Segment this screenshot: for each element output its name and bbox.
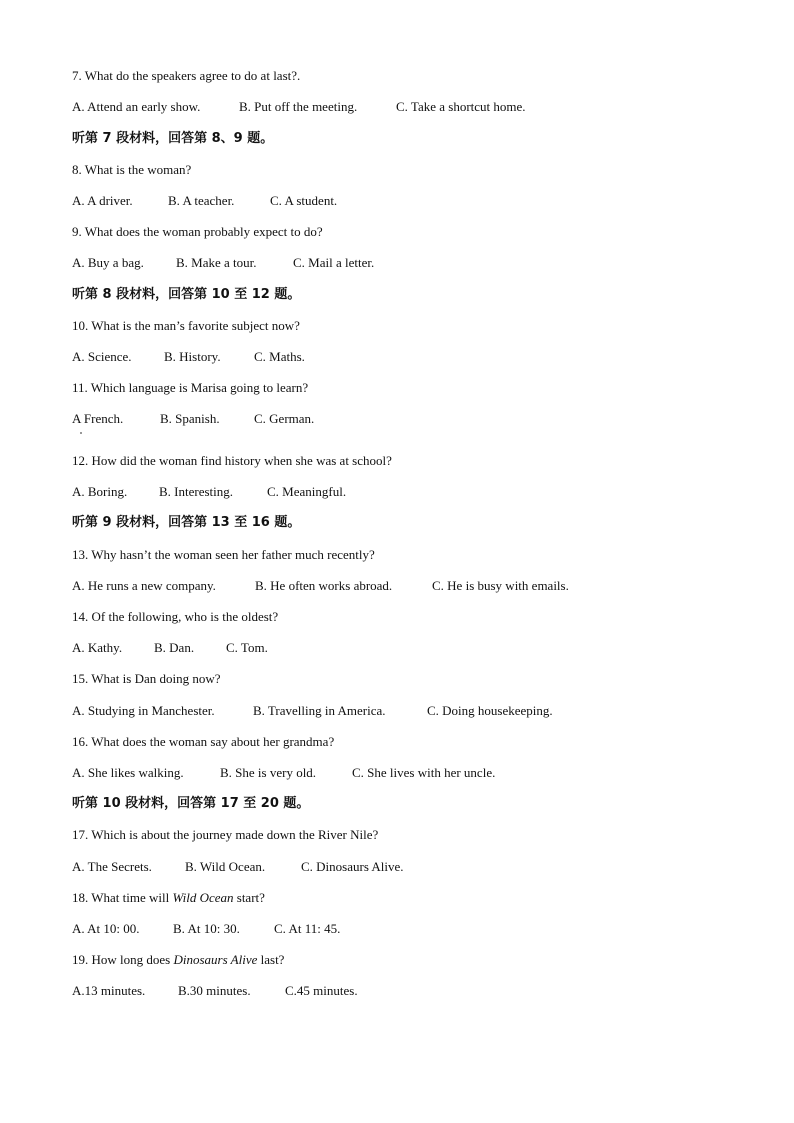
option-8a: A. A driver. — [72, 193, 133, 208]
option-14a: A. Kathy. — [72, 640, 123, 655]
options-18 — [72, 921, 340, 937]
option-10c: C. Maths. — [254, 349, 305, 364]
option-13b: B. He often works abroad. — [255, 578, 393, 593]
option-8b: B. A teacher. — [168, 193, 235, 208]
question-8: 8. What is the woman? — [72, 162, 192, 177]
question-10: 10. What is the man’s favorite subject now? — [72, 318, 300, 333]
question-7: 7. What do the speakers agree to do at last?. — [72, 68, 301, 83]
option-11c: C. German. — [254, 411, 315, 426]
option-7a: A. Attend an early show. — [72, 99, 201, 114]
question-16: 16. What does the woman say about her grandma? — [72, 734, 335, 749]
question-19-title: Dinosaurs Alive — [173, 952, 258, 967]
section-heading-10: 听第 10 段材料，回答第 17 至 20 题。 — [72, 796, 310, 811]
options-7 — [72, 99, 526, 115]
option-16a: A. She likes walking. — [72, 765, 184, 780]
option-19b: B.30 minutes. — [178, 983, 251, 998]
option-12c: C. Meaningful. — [267, 484, 347, 499]
options-11 — [72, 411, 314, 427]
options-12 — [72, 484, 346, 500]
option-19a: A.13 minutes. — [72, 983, 146, 998]
option-9c: C. Mail a letter. — [293, 255, 375, 270]
question-19-text-pre: 19. How long does — [72, 952, 174, 967]
options-19 — [72, 983, 358, 999]
question-19 — [72, 952, 284, 968]
question-11: 11. Which language is Marisa going to learn? — [72, 380, 309, 395]
option-9b: B. Make a tour. — [176, 255, 257, 270]
option-15a: A. Studying in Manchester. — [72, 703, 215, 718]
option-10b: B. History. — [164, 349, 221, 364]
question-18-text-post: start? — [233, 890, 265, 905]
option-15c: C. Doing housekeeping. — [427, 703, 553, 718]
option-17a: A. The Secrets. — [72, 859, 152, 874]
options-16 — [72, 765, 495, 781]
options-15 — [72, 703, 553, 719]
option-13a: A. He runs a new company. — [72, 578, 216, 593]
option-15b: B. Travelling in America. — [253, 703, 386, 718]
options-9 — [72, 255, 374, 271]
question-15: 15. What is Dan doing now? — [72, 671, 221, 686]
option-13c: C. He is busy with emails. — [432, 578, 569, 593]
option-12a: A. Boring. — [72, 484, 128, 499]
option-17b: B. Wild Ocean. — [185, 859, 266, 874]
question-18 — [72, 890, 265, 906]
options-13 — [72, 578, 569, 594]
option-16b: B. She is very old. — [220, 765, 317, 780]
option-12b: B. Interesting. — [159, 484, 234, 499]
question-18-text-pre: 18. What time will — [72, 890, 173, 905]
section-heading-8: 听第 8 段材料，回答第 10 至 12 题。 — [72, 287, 301, 302]
option-8c: C. A student. — [270, 193, 338, 208]
option-11b: B. Spanish. — [160, 411, 220, 426]
option-14b: B. Dan. — [154, 640, 195, 655]
option-9a: A. Buy a bag. — [72, 255, 144, 270]
option-18b: B. At 10: 30. — [173, 921, 240, 936]
question-18-title: Wild Ocean — [172, 890, 234, 905]
options-14 — [72, 640, 268, 656]
option-7b: B. Put off the meeting. — [239, 99, 358, 114]
options-10 — [72, 349, 305, 365]
section-heading-7: 听第 7 段材料，回答第 8、9 题。 — [72, 131, 274, 146]
section-heading-9: 听第 9 段材料，回答第 13 至 16 题。 — [72, 515, 301, 530]
option-10a: A. Science. — [72, 349, 132, 364]
question-9: 9. What does the woman probably expect to do? — [72, 224, 323, 239]
option-18a: A. At 10: 00. — [72, 921, 140, 936]
option-18c: C. At 11: 45. — [274, 921, 341, 936]
option-7c: C. Take a shortcut home. — [396, 99, 526, 114]
option-16c: C. She lives with her uncle. — [352, 765, 496, 780]
option-14c: C. Tom. — [226, 640, 268, 655]
option-17c: C. Dinosaurs Alive. — [301, 859, 404, 874]
question-12: 12. How did the woman find history when she was at school? — [72, 453, 392, 468]
options-17 — [72, 859, 404, 875]
options-8 — [72, 193, 337, 209]
option-19c: C.45 minutes. — [285, 983, 358, 998]
stray-mark — [80, 432, 82, 434]
question-17: 17. Which is about the journey made down the River Nile? — [72, 827, 379, 842]
question-19-text-post: last? — [257, 952, 285, 967]
option-11a: A French. — [72, 411, 124, 426]
question-14: 14. Of the following, who is the oldest? — [72, 609, 279, 624]
question-13: 13. Why hasn’t the woman seen her father much recently? — [72, 547, 375, 562]
